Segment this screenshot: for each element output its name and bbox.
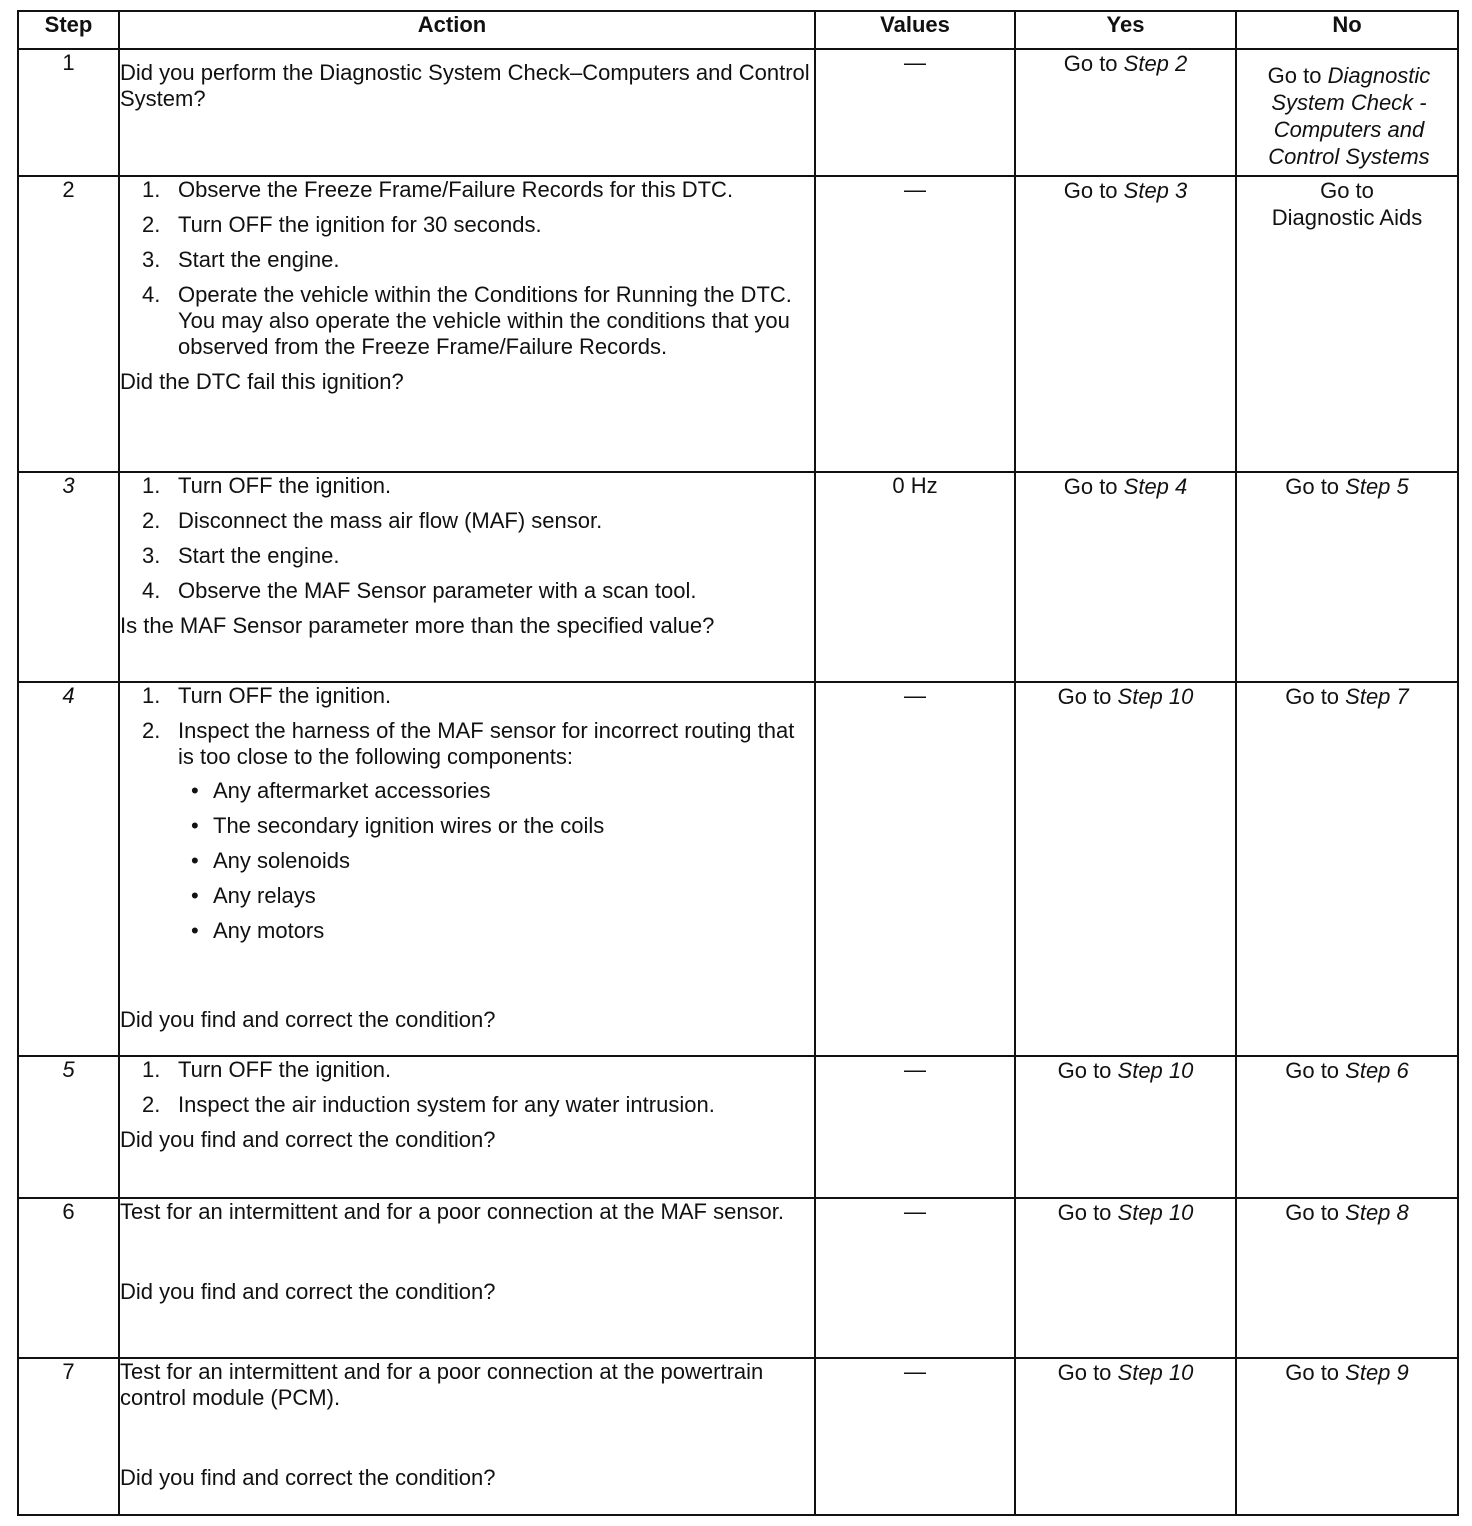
list-number: 1. [142,683,161,708]
no-prefix: Go to [1285,1058,1346,1083]
yes-target: Step 3 [1123,178,1188,203]
header-yes: Yes [1015,11,1236,49]
yes-link[interactable] [1015,49,1236,176]
bullet-item [191,778,814,804]
header-no: No [1236,11,1458,49]
action-cell [119,1358,815,1515]
no-prefix: Go to [1285,684,1346,709]
list-item [142,543,814,569]
no-link[interactable] [1236,1198,1458,1358]
action-cell [119,49,815,176]
yes-target: Step 10 [1117,1200,1194,1225]
list-item [142,1092,814,1118]
diagnostic-table [17,10,1459,1516]
header-step: Step [18,11,119,49]
action-cell [119,1056,815,1198]
list-item [142,177,814,203]
list-item [142,718,814,944]
no-target: Step 7 [1345,684,1409,709]
list-number: 2. [142,718,161,743]
bullet-dot: • [191,778,199,803]
no-link[interactable] [1236,1358,1458,1515]
yes-target: Step 4 [1123,474,1188,499]
question-text: Did you find and correct the condition? [120,1127,496,1152]
no-prefix: Go to [1320,178,1374,203]
action-text: Test for an intermittent and for a poor connection at the MAF sensor. [120,1199,785,1224]
question-text: Did you find and correct the condition? [120,1279,496,1304]
list-number: 2. [142,508,161,533]
bullet-item [191,918,814,944]
table-row [18,1198,1458,1358]
step-number: 7 [18,1358,119,1515]
question-text: Is the MAF Sensor parameter more than the specified value? [120,613,715,638]
list-item [142,508,814,534]
table-row [18,472,1458,682]
yes-prefix: Go to [1057,684,1118,709]
yes-prefix: Go to [1057,1360,1118,1385]
bullet-text: Any solenoids [213,848,350,873]
values-cell: 0 Hz [815,472,1015,682]
no-link[interactable] [1236,472,1458,682]
yes-prefix: Go to [1057,1058,1118,1083]
table-row [18,1358,1458,1515]
list-text: Start the engine. [178,247,340,272]
question-text: Did you find and correct the condition? [120,1007,496,1032]
bullet-dot: • [191,813,199,838]
values-cell: — [815,1198,1015,1358]
list-text: Start the engine. [178,543,340,568]
values-cell: — [815,682,1015,1056]
header-values: Values [815,11,1015,49]
action-cell [119,176,815,472]
step-list [120,177,814,360]
values-cell: — [815,1358,1015,1515]
list-text: Inspect the air induction system for any water intrusion. [178,1092,715,1117]
bullet-item [191,813,814,839]
yes-prefix: Go to [1057,1200,1118,1225]
values-cell: — [815,49,1015,176]
bullet-text: Any relays [213,883,316,908]
bullet-item [191,883,814,909]
component-list [178,778,814,944]
action-cell [119,1198,815,1358]
header-action: Action [119,11,815,49]
list-item [142,282,814,360]
bullet-dot: • [191,848,199,873]
step-list [120,683,814,944]
list-text: Observe the MAF Sensor parameter with a scan tool. [178,578,697,603]
list-item [142,683,814,709]
bullet-text: Any motors [213,918,325,943]
question-text: Did the DTC fail this ignition? [120,369,404,394]
no-target: Step 8 [1345,1200,1409,1225]
list-item [142,247,814,273]
no-link[interactable] [1236,176,1458,472]
table-row [18,49,1458,176]
step-number: 4 [18,682,119,1056]
list-number: 1. [142,473,161,498]
list-text: Operate the vehicle within the Conditions for Running the DTC. You may also operate the vehicle within the conditions that you observed from the Freeze Frame/Failure Records. [178,282,792,359]
yes-link[interactable] [1015,682,1236,1056]
step-number: 2 [18,176,119,472]
list-item [142,212,814,238]
list-number: 1. [142,177,161,202]
list-number: 4. [142,282,161,307]
yes-link[interactable] [1015,1198,1236,1358]
list-text: Disconnect the mass air flow (MAF) sensor. [178,508,603,533]
no-target: Step 5 [1345,474,1409,499]
yes-prefix: Go to [1063,51,1124,76]
bullet-text: The secondary ignition wires or the coils [213,813,605,838]
table-row [18,682,1458,1056]
action-text: Test for an intermittent and for a poor connection at the powertrain control module (PCM). [120,1359,764,1410]
no-link[interactable] [1236,682,1458,1056]
list-number: 4. [142,578,161,603]
step-list [120,473,814,604]
yes-prefix: Go to [1063,178,1124,203]
values-cell: — [815,176,1015,472]
yes-prefix: Go to [1063,474,1124,499]
no-target: Diagnostic Aids [1271,205,1423,230]
list-text: Turn OFF the ignition. [178,683,392,708]
step-number: 5 [18,1056,119,1198]
list-text: Inspect the harness of the MAF sensor for incorrect routing that is too close to the following components: [178,718,795,769]
no-link[interactable] [1236,49,1458,176]
step-list [120,1057,814,1118]
yes-target: Step 2 [1123,51,1188,76]
list-text: Turn OFF the ignition for 30 seconds. [178,212,542,237]
list-item [142,578,814,604]
list-text: Observe the Freeze Frame/Failure Records for this DTC. [178,177,734,202]
list-number: 2. [142,1092,161,1117]
yes-target: Step 10 [1117,1058,1194,1083]
no-target: Diagnostic System Check - Computers and Control Systems [1268,63,1431,169]
yes-link[interactable] [1015,1358,1236,1515]
step-number: 3 [18,472,119,682]
yes-target: Step 10 [1117,684,1194,709]
step-number: 6 [18,1198,119,1358]
table-row [18,176,1458,472]
action-text: Did you perform the Diagnostic System Check–Computers and Control System? [120,60,810,111]
no-prefix: Go to [1285,474,1346,499]
no-link[interactable] [1236,1056,1458,1198]
list-number: 3. [142,247,161,272]
yes-target: Step 10 [1117,1360,1194,1385]
yes-link[interactable] [1015,1056,1236,1198]
step-number: 1 [18,49,119,176]
bullet-text: Any aftermarket accessories [213,778,491,803]
no-prefix: Go to [1285,1360,1346,1385]
list-number: 2. [142,212,161,237]
values-cell: — [815,1056,1015,1198]
bullet-dot: • [191,883,199,908]
yes-link[interactable] [1015,472,1236,682]
action-cell [119,682,815,1056]
action-cell [119,472,815,682]
question-text: Did you find and correct the condition? [120,1465,496,1490]
table-header-row [18,11,1458,49]
no-target: Step 9 [1345,1360,1409,1385]
list-text: Turn OFF the ignition. [178,473,392,498]
list-item [142,1057,814,1083]
list-item [142,473,814,499]
no-target: Step 6 [1345,1058,1409,1083]
no-prefix: Go to [1267,63,1328,88]
bullet-item [191,848,814,874]
table-row [18,1056,1458,1198]
list-number: 3. [142,543,161,568]
yes-link[interactable] [1015,176,1236,472]
bullet-dot: • [191,918,199,943]
list-text: Turn OFF the ignition. [178,1057,392,1082]
no-prefix: Go to [1285,1200,1346,1225]
list-number: 1. [142,1057,161,1082]
